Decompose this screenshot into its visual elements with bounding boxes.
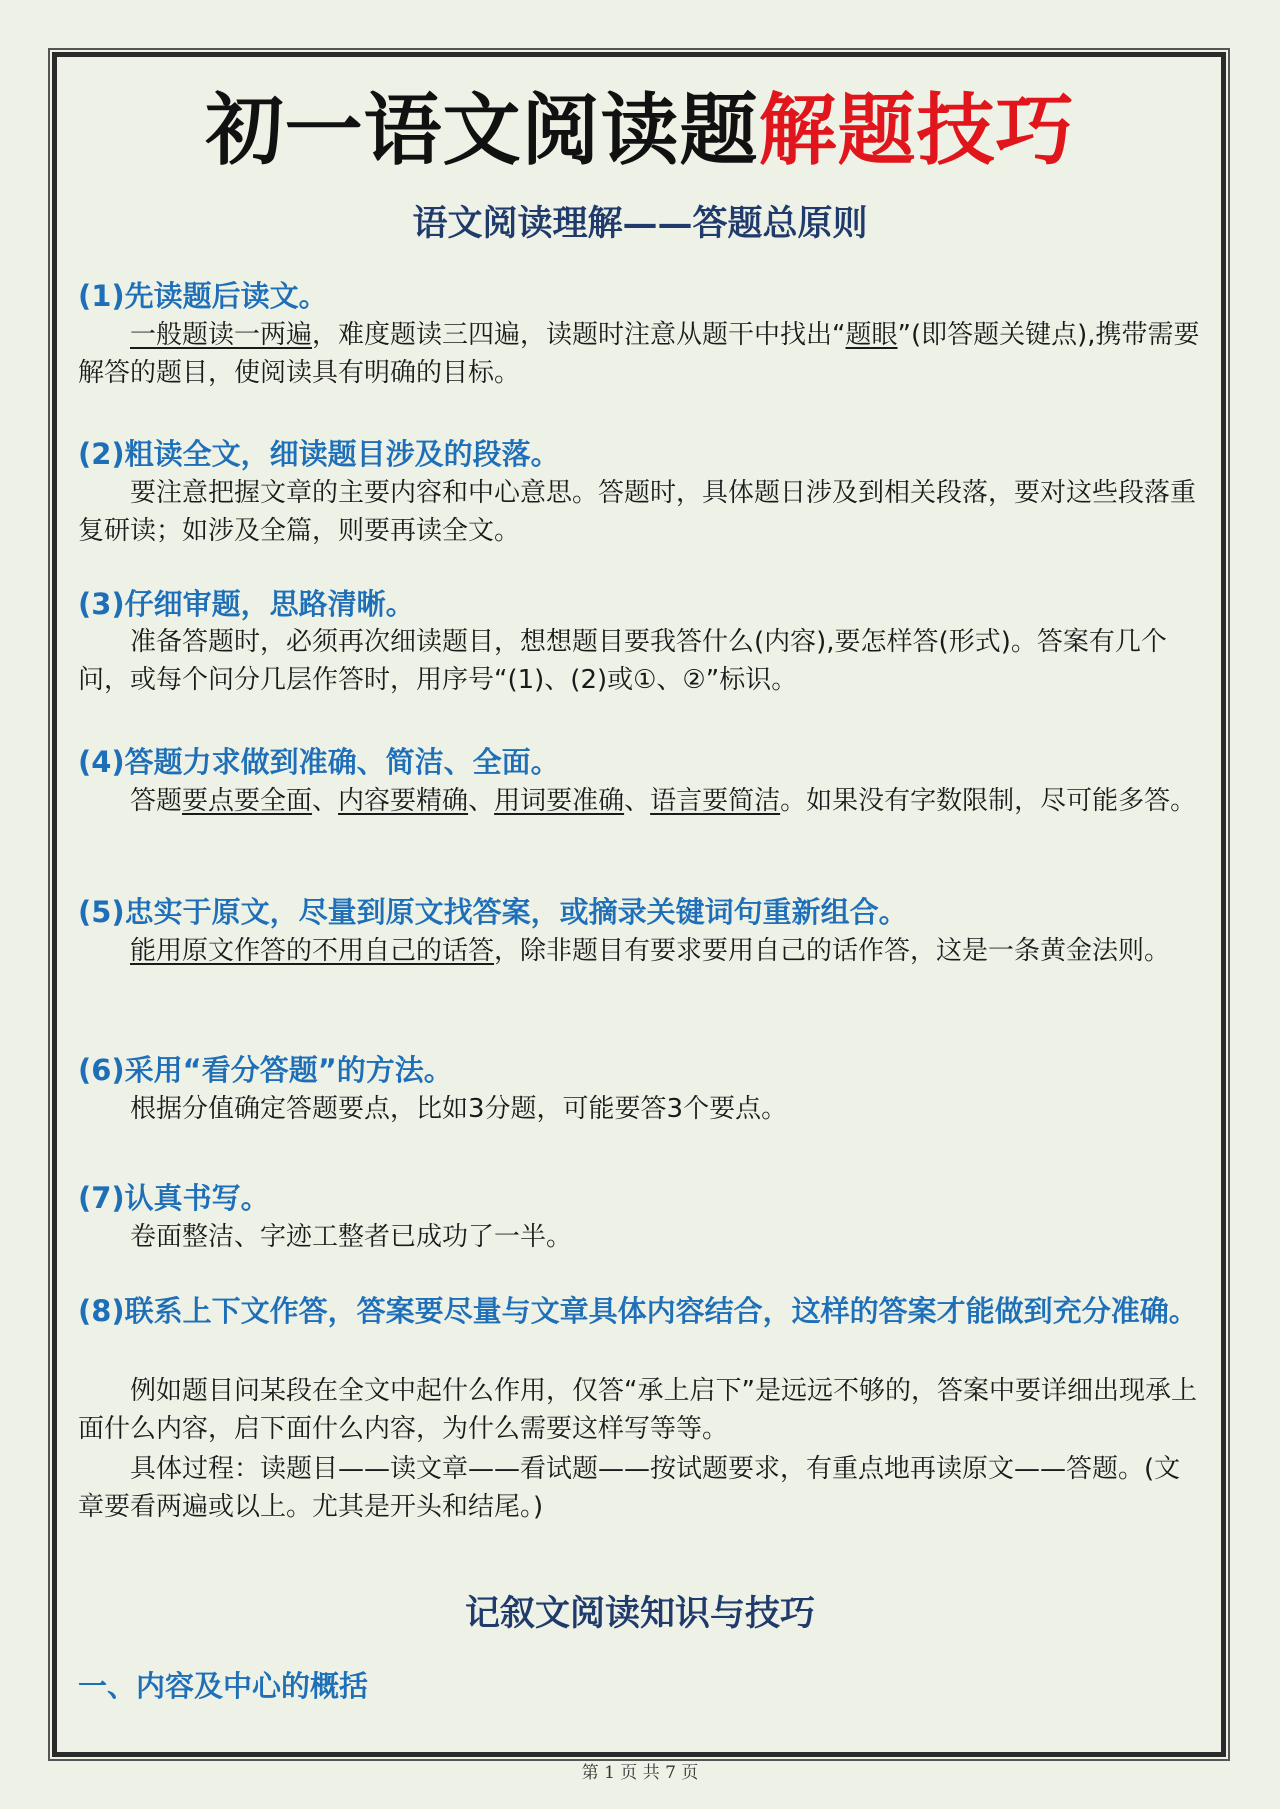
heading-4: (4)答题力求做到准确、简洁、全面。	[78, 745, 560, 779]
heading-8: (8)联系上下文作答，答案要尽量与文章具体内容结合，这样的答案才能做到充分准确。	[78, 1294, 1198, 1328]
heading-2: (2)粗读全文，细读题目涉及的段落。	[78, 437, 560, 471]
underline-text: 语言要简洁	[650, 786, 781, 816]
paragraph-4	[78, 782, 1203, 820]
paragraph-8b: 具体过程：读题目——读文章——看试题——按试题要求，有重点地再读原文——答题。(文章要看两遍或以上。尤其是开头和结尾。)	[78, 1454, 1181, 1522]
text: 、	[624, 786, 651, 816]
title-part-red: 解题技巧	[758, 85, 1075, 176]
paragraph-1	[78, 316, 1203, 392]
text: 、	[312, 786, 339, 816]
text: 。如果没有字数限制，尽可能多答。	[780, 786, 1197, 816]
heading-6: (6)采用“看分答题”的方法。	[78, 1053, 453, 1087]
title-part-black: 初一语文阅读题	[205, 85, 759, 176]
heading-1: (1)先读题后读文。	[78, 279, 328, 313]
underline-text: 一般题读一两遍	[130, 320, 313, 350]
page-title	[0, 85, 1280, 176]
underline-text: 要点要全面	[182, 786, 313, 816]
paragraph-8a: 例如题目问某段在全文中起什么作用，仅答“承上启下”是远远不够的，答案中要详细出现承上面什么内容，启下面什么内容，为什么需要这样写等等。	[78, 1376, 1197, 1444]
text: ，除非题目有要求要用自己的话作答，这是一条黄金法则。	[494, 936, 1171, 966]
heading-7: (7)认真书写。	[78, 1181, 270, 1215]
text: ”(即答题关键点),携带需要解答的题目，使阅读具有明确的目标。	[78, 320, 1200, 388]
text: ，难度题读三四遍，读题时注意从题干中找出“	[312, 320, 846, 350]
heading-3: (3)仔细审题，思路清晰。	[78, 587, 415, 621]
paragraph-7: 卷面整洁、字迹工整者已成功了一半。	[130, 1222, 573, 1252]
paragraph-5	[78, 932, 1203, 970]
heading-content-summary: 一、内容及中心的概括	[78, 1669, 369, 1703]
page-number: 第 1 页 共 7 页	[581, 1763, 699, 1783]
underline-text: 题眼	[845, 320, 898, 350]
paragraph-6: 根据分值确定答题要点，比如3分题，可能要答3个要点。	[130, 1094, 788, 1124]
text: 答题	[130, 786, 183, 816]
heading-5: (5)忠实于原文，尽量到原文找答案，或摘录关键词句重新组合。	[78, 895, 908, 929]
paragraph-2: 要注意把握文章的主要内容和中心意思。答题时，具体题日涉及到相关段落，要对这些段落重复研读；如涉及全篇，则要再读全文。	[78, 478, 1197, 546]
paragraph-3: 准备答题时，必须再次细读题目，想想题目要我答什么(内容),要怎样答(形式)。答案有几个问，或每个问分几层作答时，用序号“(1)、(2)或①、②”标识。	[78, 627, 1167, 695]
underline-text: 能用原文作答的不用自己的话答	[130, 936, 495, 966]
underline-text: 用词要准确	[494, 786, 625, 816]
section-title-principles: 语文阅读理解——答题总原则	[412, 203, 868, 244]
underline-text: 内容要精确	[338, 786, 469, 816]
section-title-narrative: 记叙文阅读知识与技巧	[464, 1593, 815, 1634]
text: 、	[468, 786, 495, 816]
